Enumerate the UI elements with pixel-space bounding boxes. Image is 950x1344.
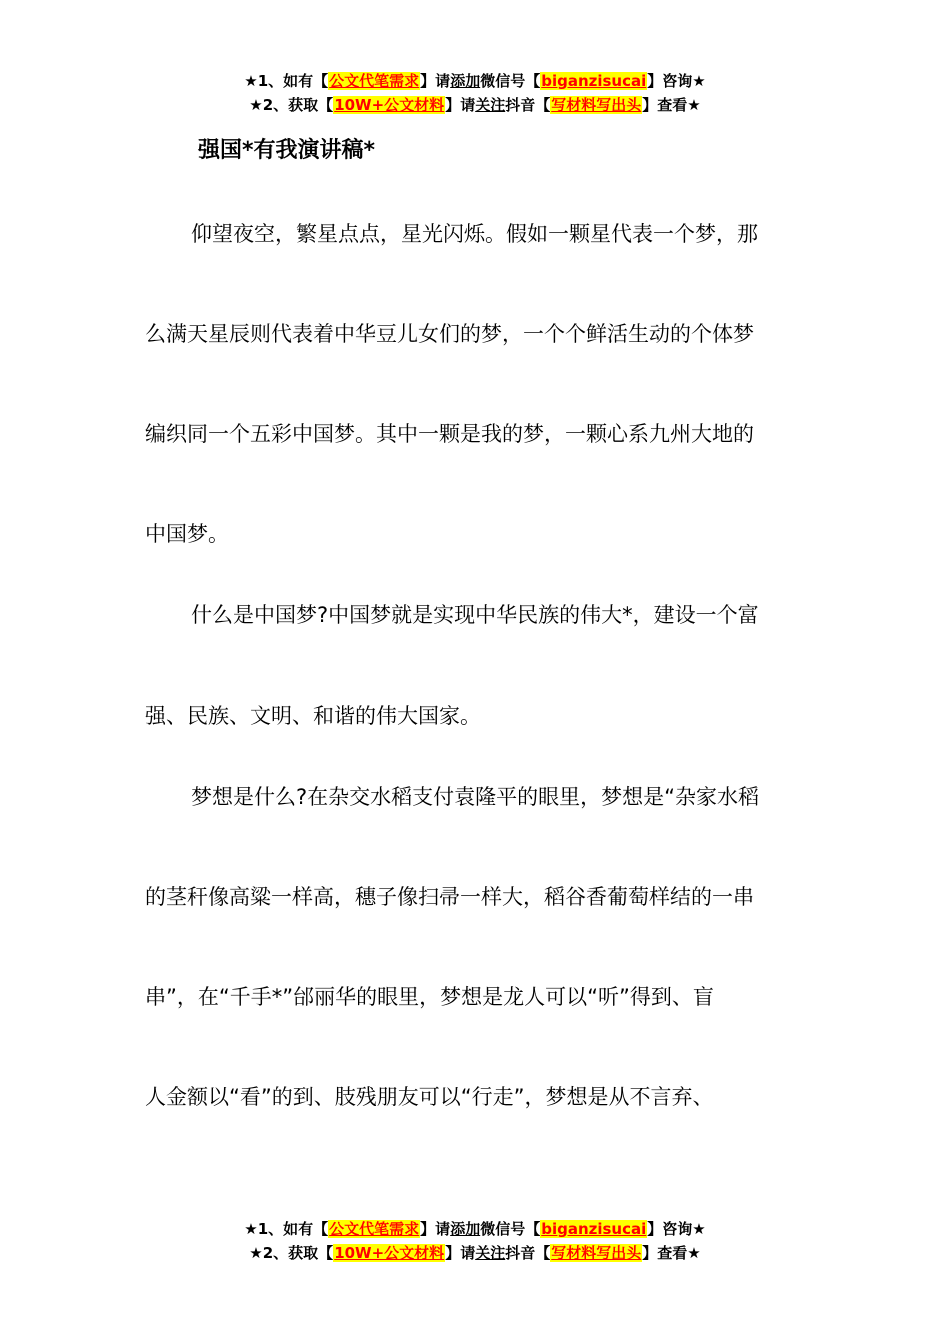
banner-underlined-text: 添加 (450, 1220, 481, 1238)
paragraph-line: 编织同一个五彩中国梦。其中一颗是我的梦，一颗心系九州大地的 (145, 422, 754, 446)
paragraph-line: 人金额以“看”的到、肢残朋友可以“行走”，梦想是从不言弃、 (145, 1085, 714, 1109)
paragraph-line: 么满天星辰则代表着中华豆儿女们的梦，一个个鲜活生动的个体梦 (145, 322, 754, 346)
highlight-materials: 10W+公文材料 (334, 1244, 445, 1262)
banner-text: ★1、如有【 (244, 72, 329, 90)
banner-text: ★2、获取【 (249, 96, 334, 114)
banner-text: 】请 (420, 1220, 451, 1238)
banner-text: 抖音【 (505, 96, 551, 114)
paragraph-line: 的茎秆像高粱一样高，穗子像扫帚一样大，稻谷香葡萄样结的一串 (145, 885, 754, 909)
banner-line-1 (0, 1217, 950, 1241)
banner-text: 】咨询★ (647, 72, 706, 90)
document-title: 强国*有我演讲稿* (198, 138, 376, 163)
banner-line-2 (0, 1241, 950, 1265)
banner-text: 微信号【 (480, 72, 541, 90)
banner-text: 微信号【 (480, 1220, 541, 1238)
header-banner (0, 69, 950, 117)
banner-underlined-text: 关注 (475, 96, 506, 114)
banner-text: 】请 (445, 96, 476, 114)
highlight-douyin-account: 写材料写出头 (551, 1244, 642, 1262)
banner-text: 】咨询★ (647, 1220, 706, 1238)
paragraph-line: 中国梦。 (145, 522, 229, 546)
paragraph-line: 串”，在“千手*”邰丽华的眼里，梦想是龙人可以“听”得到、盲 (145, 985, 714, 1009)
highlight-service: 公文代笔需求 (329, 1220, 420, 1238)
highlight-douyin-account: 写材料写出头 (551, 96, 642, 114)
paragraph-line: 仰望夜空，繁星点点，星光闪烁。假如一颗星代表一个梦，那 (191, 222, 758, 246)
banner-line-1 (0, 69, 950, 93)
banner-text: 】请 (445, 1244, 476, 1262)
highlight-wechat-id: biganzisucai (541, 1220, 647, 1238)
banner-underlined-text: 关注 (475, 1244, 506, 1262)
paragraph-line: 梦想是什么?在杂交水稻支付袁隆平的眼里，梦想是“杂家水稻 (191, 785, 760, 809)
banner-text: ★2、获取【 (249, 1244, 334, 1262)
banner-text: 】查看★ (642, 96, 701, 114)
banner-text: 抖音【 (505, 1244, 551, 1262)
footer-banner (0, 1217, 950, 1265)
highlight-wechat-id: biganzisucai (541, 72, 647, 90)
paragraph-line: 什么是中国梦?中国梦就是实现中华民族的伟大*，建设一个富 (191, 603, 759, 627)
banner-text: 】请 (420, 72, 451, 90)
banner-line-2 (0, 93, 950, 117)
banner-text: ★1、如有【 (244, 1220, 329, 1238)
highlight-materials: 10W+公文材料 (334, 96, 445, 114)
banner-text: 】查看★ (642, 1244, 701, 1262)
highlight-service: 公文代笔需求 (329, 72, 420, 90)
banner-underlined-text: 添加 (450, 72, 481, 90)
paragraph-line: 强、民族、文明、和谐的伟大国家。 (145, 704, 481, 728)
